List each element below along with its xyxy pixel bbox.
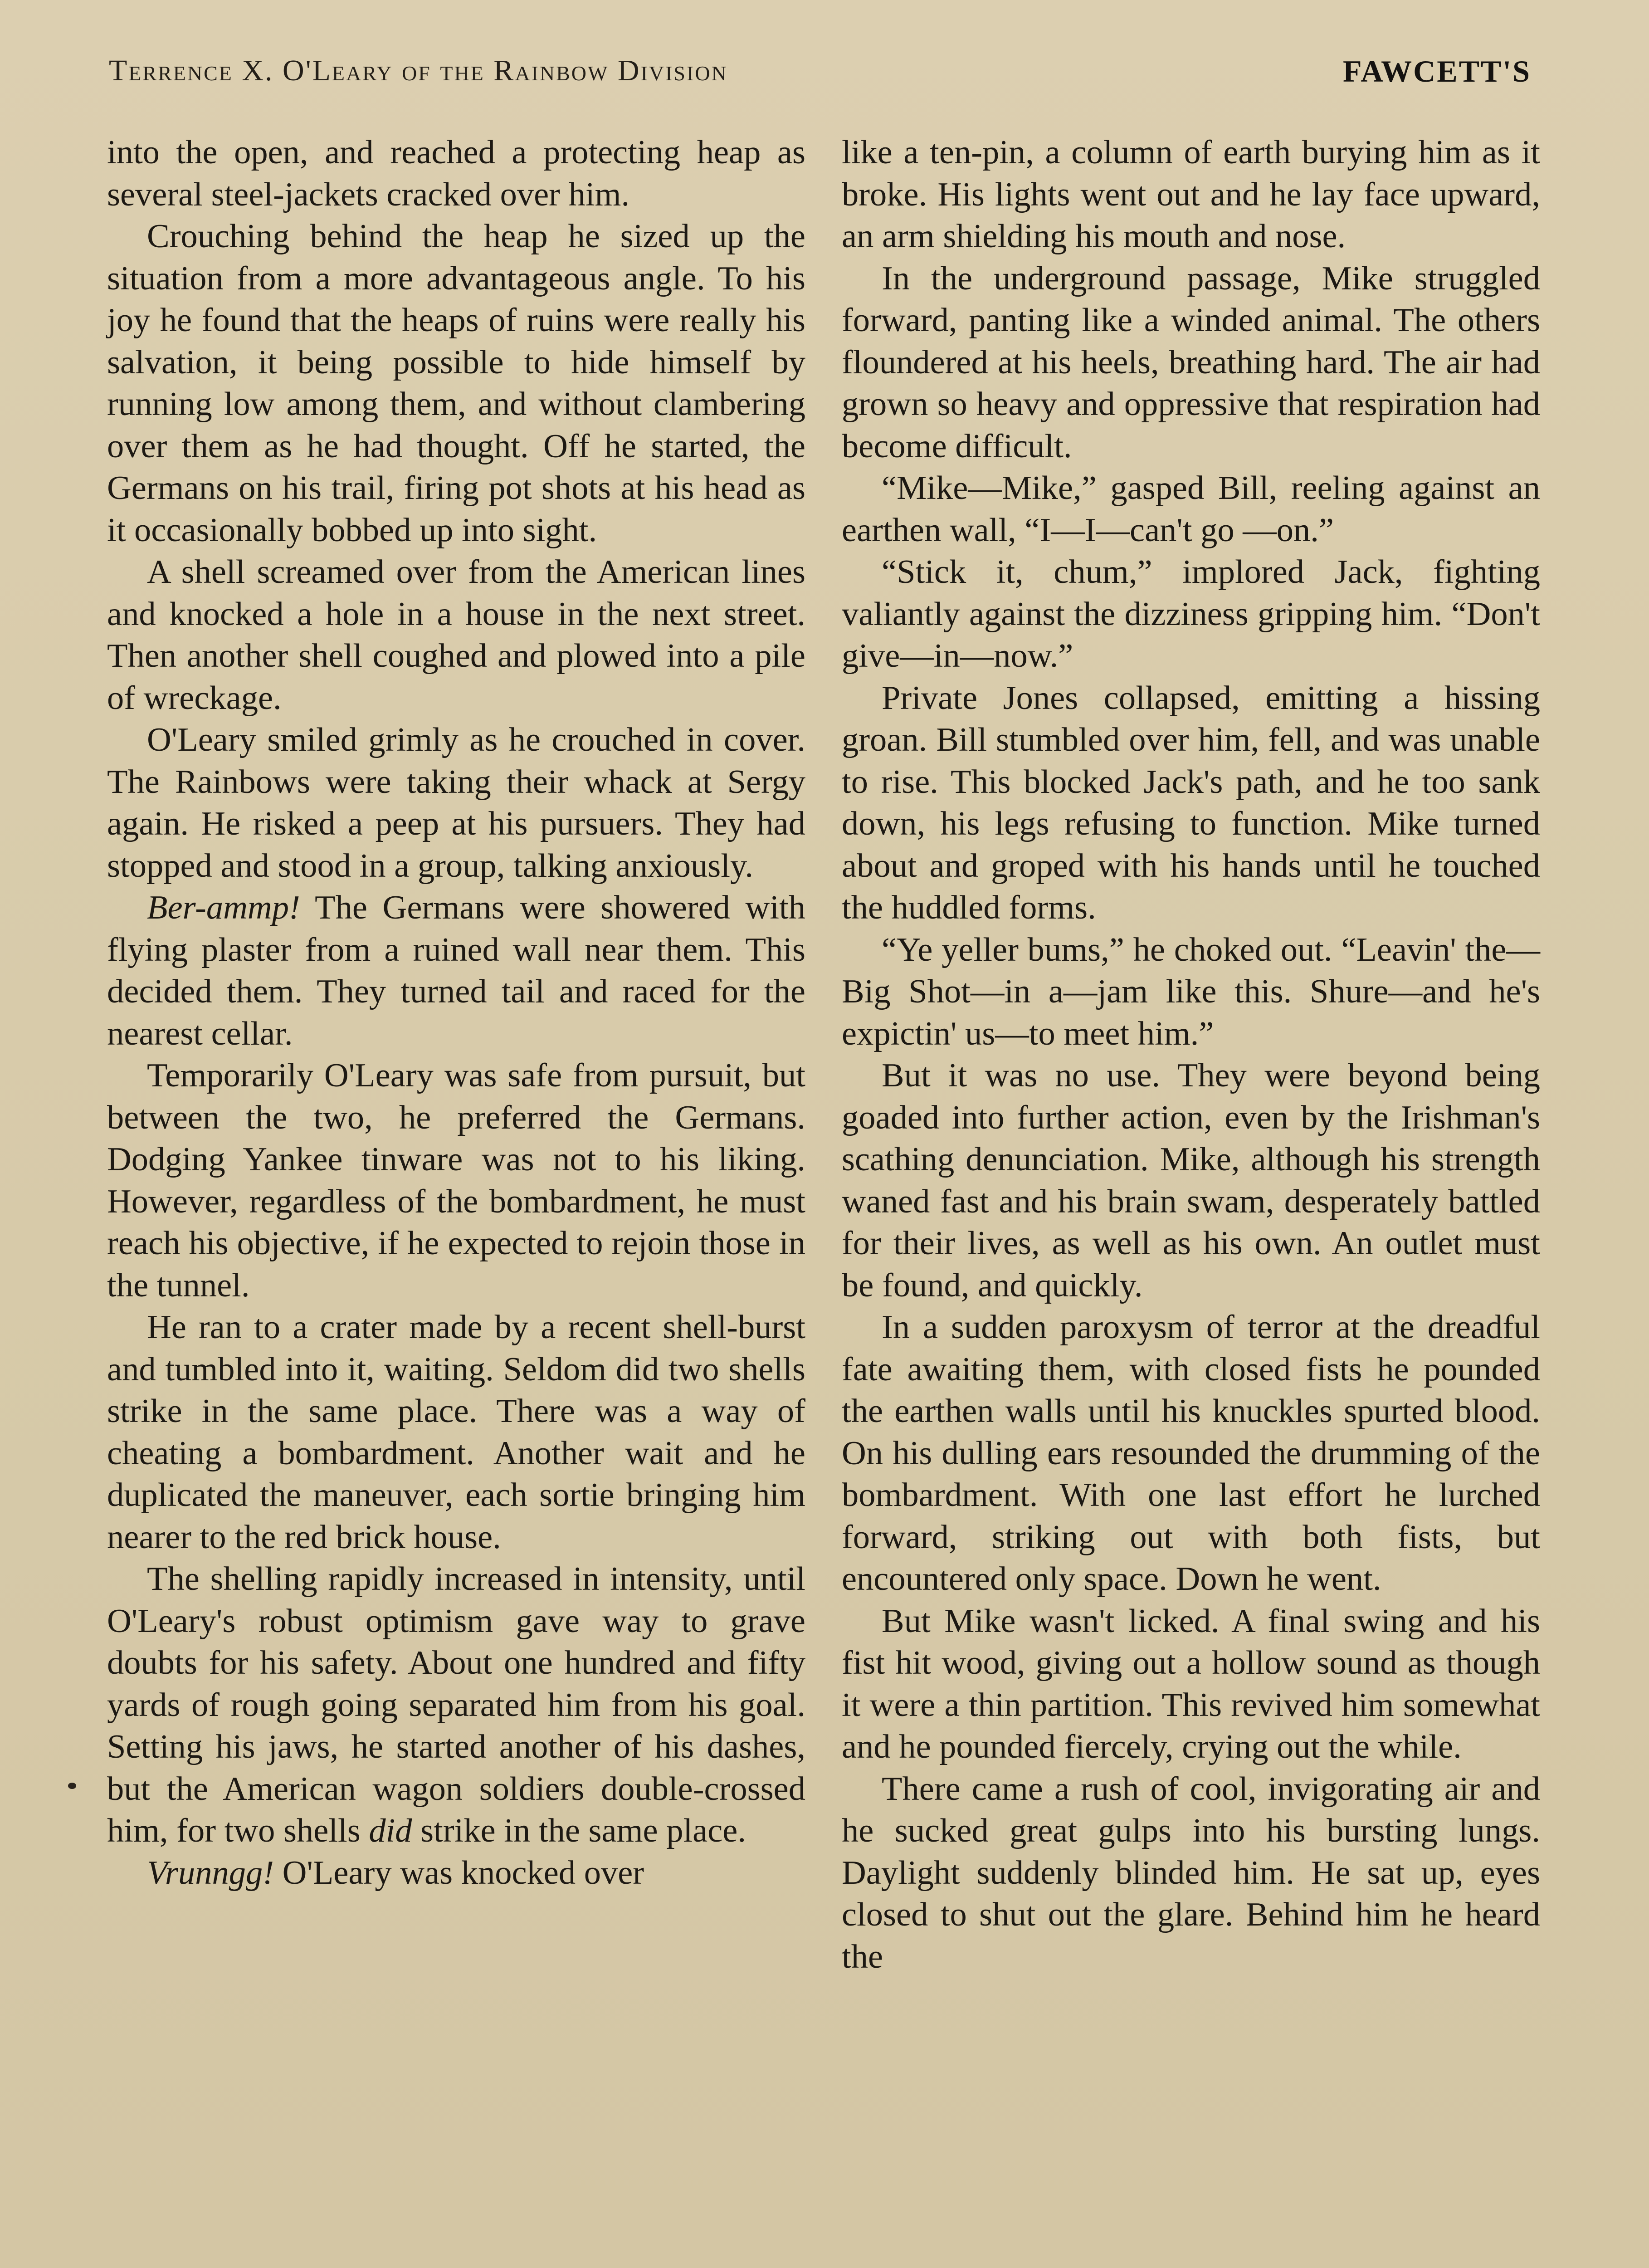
paragraph: “Ye yeller bums,” he choked out. “Leavin' the—Big Shot—in a—jam like this. Shure—and he's expictin' us—to meet him.” [842, 931, 1540, 1052]
running-title: Terrence X. O'Leary of the Rainbow Division [109, 54, 728, 87]
paragraph: The shelling rapidly increased in intensity, until O'Leary's robust optimism gave way to grave doubts for his safety. About one hundred and fifty yards of rough going separated him from his goal. Setting his jaws, he started another of his dashes, but the American wagon soldiers double-crossed him, for two shells did strike in the same place. [107, 1560, 805, 1849]
paragraph: O'Leary smiled grimly as he crouched in cover. The Rainbows were taking their whack at Sergy again. He risked a peep at his pursuers. They had stopped and stood in a group, talking anxiously. [107, 721, 805, 885]
paragraph: There came a rush of cool, invigorating air and he sucked great gulps into his bursting lungs. Daylight suddenly blinded him. He sat up, eyes closed to shut out the glare. Behind him he heard the [842, 1770, 1540, 1975]
paragraph: Crouching behind the heap he sized up the situation from a more advantageous angle. To his joy he found that the heaps of ruins were really his salvation, it being possible to hide himself by running low among them, and without clambering over them as he had thought. Off he started, the Germans on his trail, firing pot shots at his head as it occasionally bobbed up into sight. [107, 218, 805, 549]
paragraph: Temporarily O'Leary was safe from pursuit, but between the two, he preferred the Germans. Dodging Yankee tinware was not to his liking. However, regardless of the bombardment, he must reach his objective, if he expected to rejoin those in the tunnel. [107, 1057, 805, 1304]
running-header [109, 54, 1531, 94]
paragraph: Private Jones collapsed, emitting a hissing groan. Bill stumbled over him, fell, and was unable to rise. This blocked Jack's path, and he too sank down, his legs refusing to function. Mike turned about and groped with his hands until he touched the huddled forms. [842, 679, 1540, 926]
left-column [107, 132, 805, 1894]
paragraph: Vrunngg! O'Leary was knocked over [147, 1854, 644, 1892]
paragraph: “Stick it, chum,” implored Jack, fighting valiantly against the dizziness gripping him. “Don't give—in—now.” [842, 553, 1540, 675]
paragraph: into the open, and reached a protecting heap as several steel-jackets cracked over him. [107, 134, 805, 213]
paragraph: A shell screamed over from the American lines and knocked a hole in a house in the next street. Then another shell coughed and plowed into a pile of wreckage. [107, 553, 805, 717]
paragraph: Ber-ammp! The Germans were showered with flying plaster from a ruined wall near them. This decided them. They turned tail and raced for the nearest cellar. [107, 889, 805, 1052]
paragraph: But Mike wasn't licked. A final swing and his fist hit wood, giving out a hollow sound as though it were a thin partition. This revived him somewhat and he pounded fiercely, crying out the while. [842, 1602, 1540, 1765]
right-column [842, 132, 1540, 1978]
paragraph: like a ten-pin, a column of earth burying him as it broke. His lights went out and he lay face upward, an arm shielding his mouth and nose. [842, 134, 1540, 255]
emphasis: did [369, 1812, 412, 1849]
paragraph: But it was no use. They were beyond being goaded into further action, even by the Irishman's scathing denunciation. Mike, although his strength waned fast and his brain swam, desperately battled for their lives, as well as his own. An outlet must be found, and quickly. [842, 1057, 1540, 1304]
sound-effect: Ber-ammp! [147, 889, 300, 926]
paragraph: He ran to a crater made by a recent shell-burst and tumbled into it, waiting. Seldom did two shells strike in the same place. There was a way of cheating a bombardment. Another wait and he duplicated the maneuver, each sortie bringing him nearer to the red brick house. [107, 1309, 805, 1556]
paragraph: In a sudden paroxysm of terror at the dreadful fate awaiting them, with closed fists he pounded the earthen walls until his knuckles spurted blood. On his dulling ears resounded the drumming of the bombardment. With one last effort he lurched forward, striking out with both fists, but encountered only space. Down he went. [842, 1309, 1540, 1598]
ink-speck [68, 1783, 76, 1789]
sound-effect: Vrunngg! [147, 1854, 274, 1892]
paragraph: In the underground passage, Mike struggled forward, panting like a winded animal. The others floundered at his heels, breathing hard. The air had grown so heavy and oppressive that respiration had become difficult. [842, 259, 1540, 465]
paragraph: “Mike—Mike,” gasped Bill, reeling against an earthen wall, “I—I—can't go —on.” [842, 469, 1540, 549]
publisher-name: FAWCETT'S [1343, 54, 1531, 88]
